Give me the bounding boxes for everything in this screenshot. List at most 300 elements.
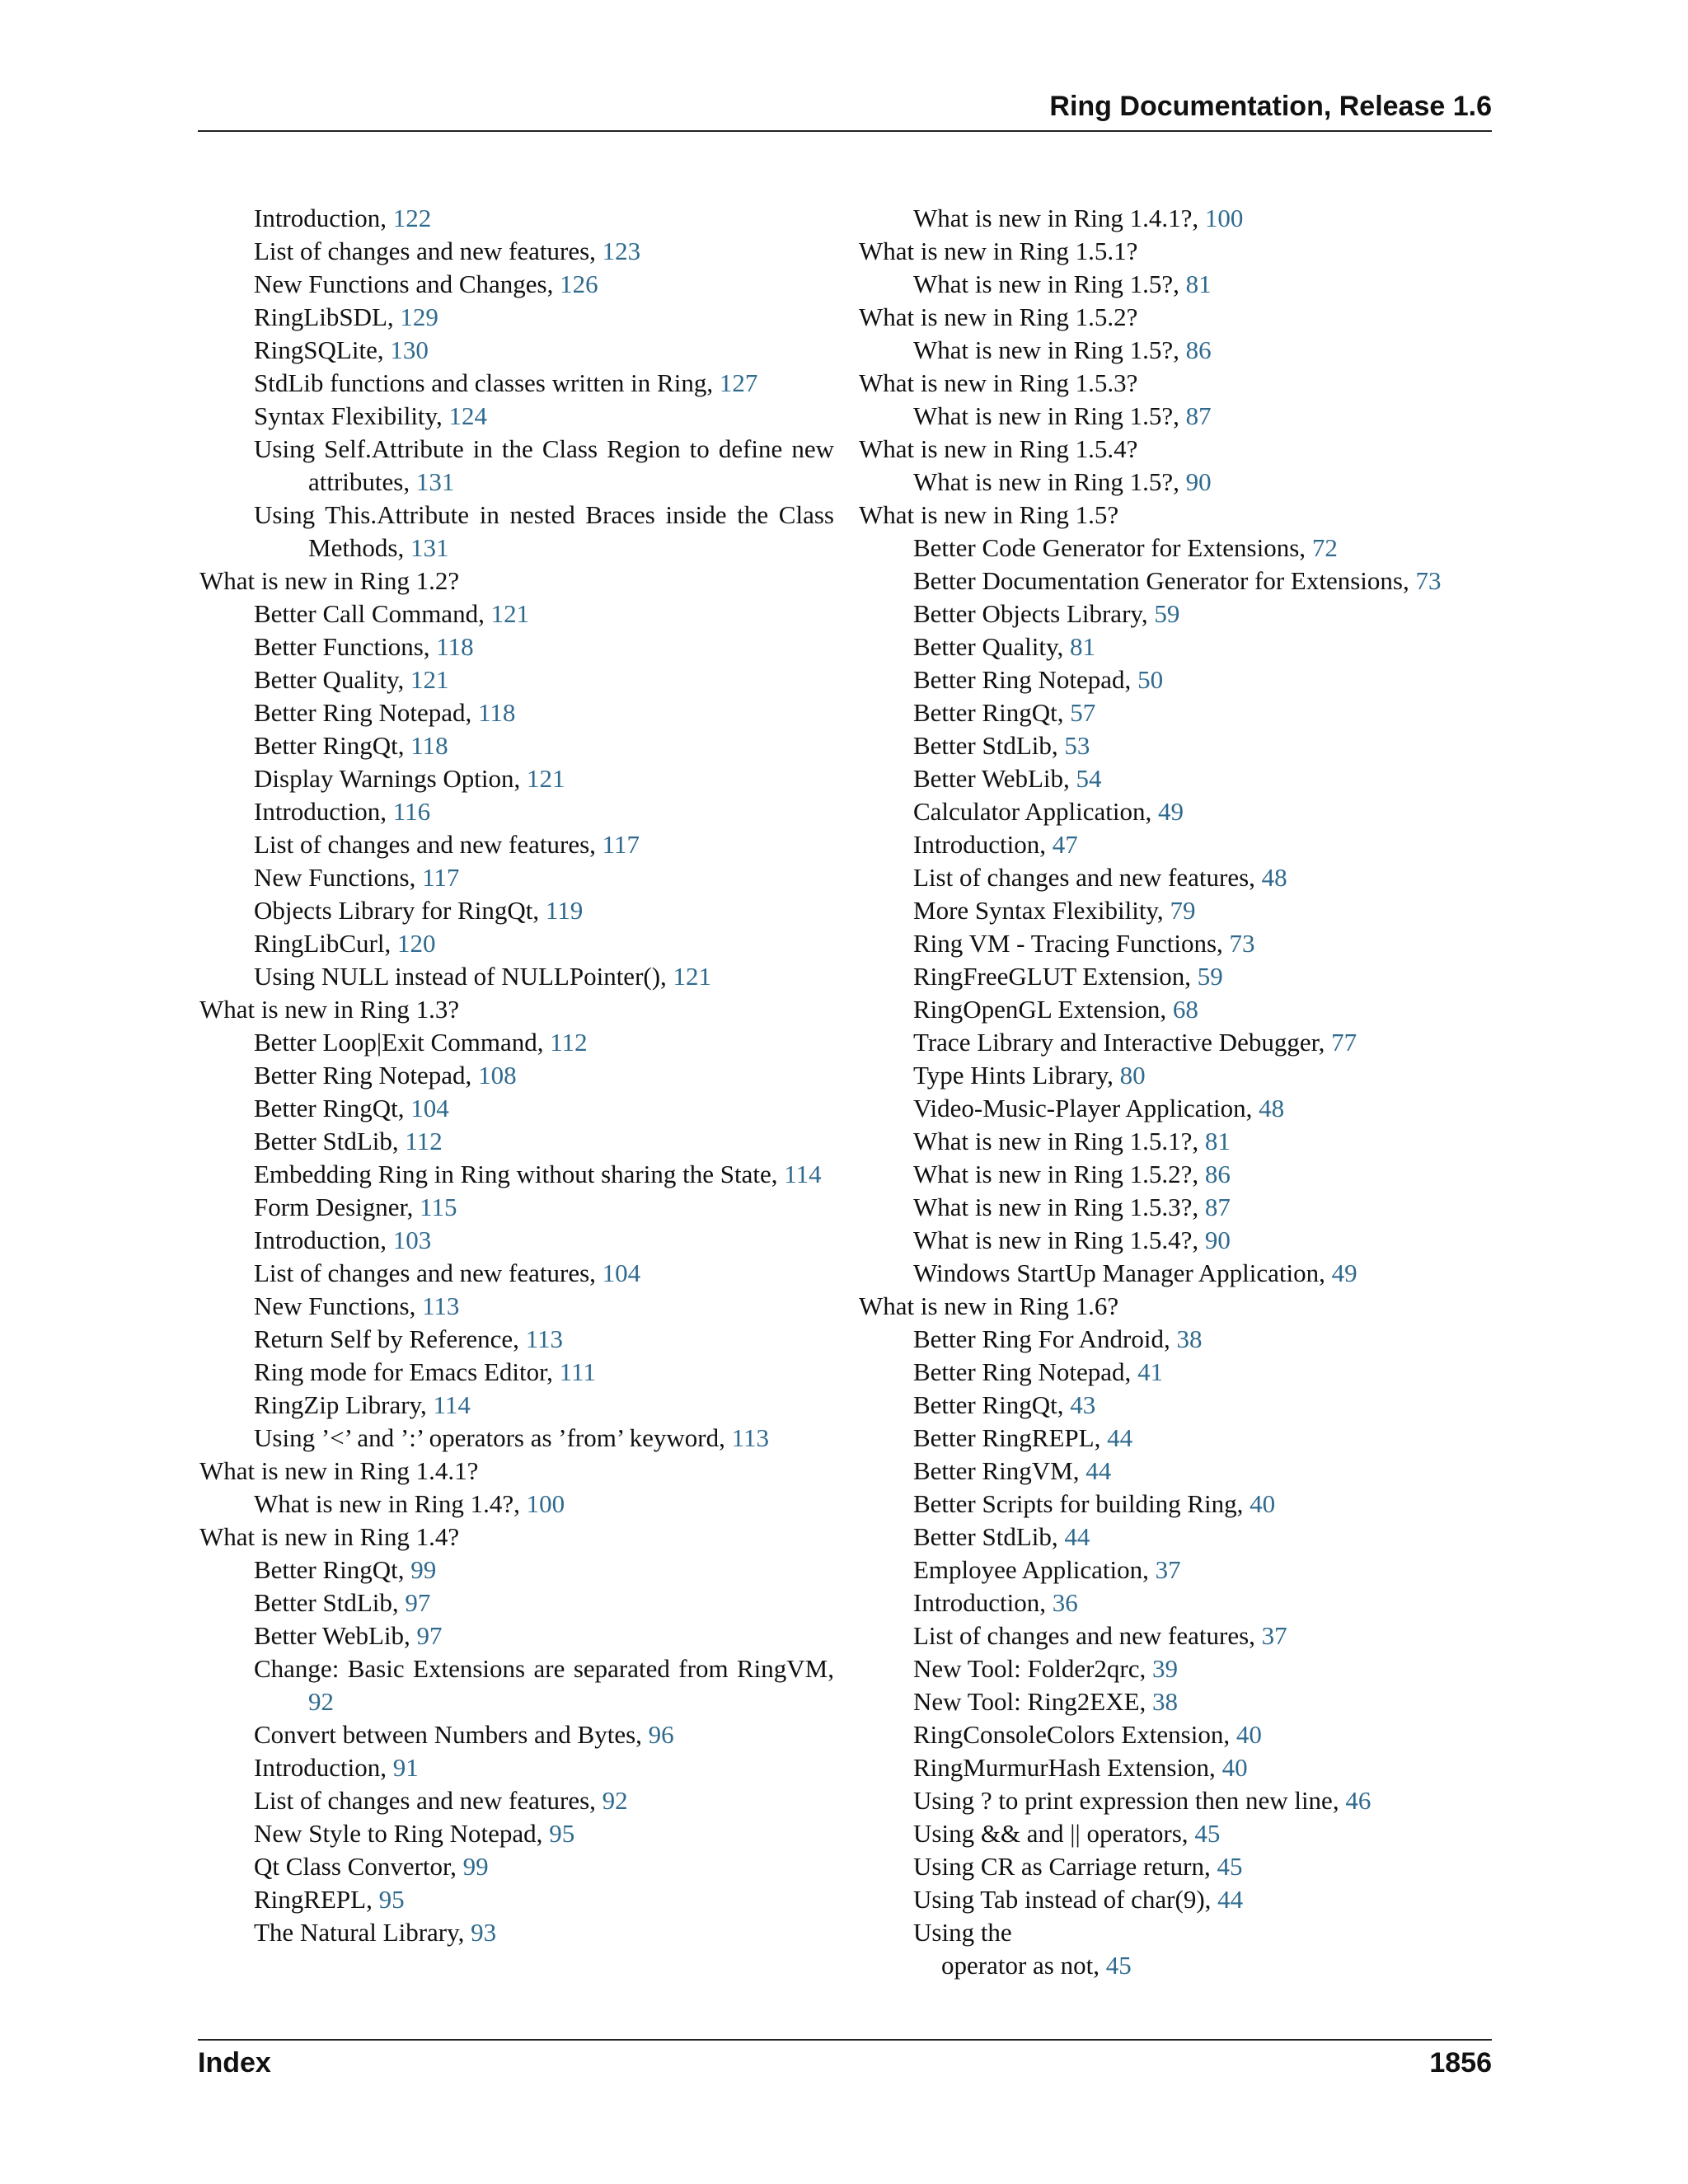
index-entry (859, 1191, 1502, 1224)
page-link[interactable]: 73 (1229, 929, 1255, 958)
index-entry-text: Introduction, (913, 1588, 1046, 1617)
footer-section-label: Index (198, 2047, 271, 2079)
index-entry-text: Better Objects Library, (913, 599, 1148, 628)
index-entry-text: RingFreeGLUT Extension, (913, 962, 1191, 991)
index-entry (199, 367, 834, 400)
index-entry-text: Qt Class Convertor, (254, 1852, 457, 1881)
index-entry (199, 1356, 834, 1389)
index-entry (199, 202, 834, 235)
index-entry (859, 1257, 1502, 1290)
index-entry-text: List of changes and new features, (254, 237, 596, 265)
index-entry-text: Ring VM - Tracing Functions, (913, 929, 1223, 958)
page-link[interactable]: 117 (602, 830, 640, 859)
index-heading (859, 235, 1502, 268)
index-entry (859, 1026, 1502, 1059)
page-link[interactable]: 119 (545, 896, 584, 925)
index-entry (859, 1817, 1502, 1850)
page-link[interactable]: 77 (1331, 1028, 1357, 1057)
page-link[interactable]: 57 (1070, 698, 1096, 727)
index-entry-text: Better Ring Notepad, (254, 1061, 472, 1090)
index-entry-text: What is new in Ring 1.5.2? (859, 302, 1138, 331)
index-entry (199, 1652, 834, 1718)
index-entry (199, 1718, 834, 1751)
index-entry (859, 630, 1502, 663)
index-entry (199, 1850, 834, 1883)
index-entry (199, 1158, 834, 1191)
page-link[interactable]: 80 (1119, 1061, 1146, 1090)
page-link[interactable]: 59 (1197, 962, 1223, 991)
index-entry (199, 894, 834, 927)
index-entry (859, 1158, 1502, 1191)
page-link[interactable]: 44 (1085, 1456, 1112, 1485)
index-entry (199, 630, 834, 663)
index-entry-text: New Tool: Ring2EXE, (913, 1687, 1146, 1716)
index-entry-text: RingLibSDL, (254, 302, 394, 331)
index-entry-text: Trace Library and Interactive Debugger, (913, 1028, 1325, 1057)
index-entry-text: List of changes and new features, (913, 863, 1255, 892)
page-link[interactable]: 36 (1052, 1588, 1078, 1617)
page-link[interactable]: 131 (415, 467, 455, 496)
index-heading (199, 1455, 834, 1488)
index-entry (859, 1916, 1502, 1949)
index-entry (199, 1619, 834, 1652)
index-heading (199, 565, 834, 598)
index-entry-text: What is new in Ring 1.5.1?, (913, 1127, 1199, 1155)
page-link[interactable]: 100 (1204, 204, 1244, 232)
index-entry-text: Better Documentation Generator for Extensions, (913, 566, 1409, 595)
index-entry-text: What is new in Ring 1.5.4? (859, 434, 1138, 463)
page-link[interactable]: 108 (478, 1061, 517, 1090)
page-link[interactable]: 103 (392, 1226, 432, 1254)
index-entry-text: Better Call Command, (254, 599, 485, 628)
index-entry (859, 762, 1502, 795)
index-entry (199, 1586, 834, 1619)
index-entry-text: List of changes and new features, (254, 1786, 596, 1815)
page-link[interactable]: 97 (416, 1621, 443, 1650)
index-entry (859, 1718, 1502, 1751)
page-link[interactable]: 129 (400, 302, 438, 331)
page-link[interactable]: 50 (1137, 665, 1164, 694)
page-link[interactable]: 111 (559, 1357, 596, 1386)
index-entry-text: What is new in Ring 1.5.2?, (913, 1160, 1199, 1188)
index-entry-text: The Natural Library, (254, 1918, 465, 1947)
index-column-right (859, 202, 1502, 1982)
page-link[interactable]: 97 (405, 1588, 431, 1617)
index-entry-text: Using Self.Attribute in the Class Region to define new attributes, (254, 434, 834, 496)
page-link[interactable]: 91 (392, 1753, 419, 1782)
page-link[interactable]: 120 (396, 929, 436, 958)
index-entry-text: Better WebLib, (913, 764, 1070, 793)
index-entry-text: Better WebLib, (254, 1621, 410, 1650)
page-link[interactable]: 123 (602, 237, 641, 265)
index-entry (199, 762, 834, 795)
index-entry (199, 729, 834, 762)
index-entry-text: Better RingQt, (254, 1555, 405, 1584)
page-link[interactable]: 104 (410, 1094, 449, 1122)
index-entry (859, 993, 1502, 1026)
index-heading (859, 301, 1502, 334)
page-link[interactable]: 99 (462, 1852, 489, 1881)
index-entry-text: What is new in Ring 1.5? (859, 500, 1119, 529)
page-link[interactable]: 96 (648, 1720, 674, 1749)
page-link[interactable]: 45 (1105, 1951, 1132, 1980)
index-entry-text: RingREPL, (254, 1885, 373, 1914)
index-entry-text: Objects Library for RingQt, (254, 896, 540, 925)
index-entry (859, 1224, 1502, 1257)
index-entry-text: List of changes and new features, (913, 1621, 1255, 1650)
page-link[interactable]: 116 (392, 797, 431, 826)
index-entry-text: RingMurmurHash Extension, (913, 1753, 1216, 1782)
index-entry-text: Better RingVM, (913, 1456, 1080, 1485)
page-link[interactable]: 53 (1064, 731, 1090, 760)
index-entry (859, 1784, 1502, 1817)
index-entry (199, 696, 834, 729)
page-link[interactable]: 118 (478, 698, 516, 727)
index-entry-text: Display Warnings Option, (254, 764, 521, 793)
index-entry-text: Better StdLib, (913, 1522, 1058, 1551)
index-entry (859, 532, 1502, 565)
index-entry (859, 466, 1502, 499)
index-entry-text: Using CR as Carriage return, (913, 1852, 1211, 1881)
index-entry (859, 828, 1502, 861)
page-link[interactable]: 87 (1204, 1193, 1231, 1221)
index-entry (859, 268, 1502, 301)
index-entry (199, 1916, 834, 1949)
index-entry (859, 1422, 1502, 1455)
index-entry (859, 663, 1502, 696)
index-entry-text: Better RingQt, (254, 1094, 405, 1122)
page-link[interactable]: 40 (1221, 1753, 1248, 1782)
index-entry (859, 861, 1502, 894)
page-link[interactable]: 81 (1204, 1127, 1231, 1155)
page-link[interactable]: 115 (420, 1193, 457, 1221)
index-entry-text: New Functions and Changes, (254, 269, 554, 298)
index-entry-text: What is new in Ring 1.3? (199, 995, 460, 1024)
index-entry (859, 729, 1502, 762)
index-entry-text: Introduction, (254, 1753, 387, 1782)
index-entry-text: Better StdLib, (913, 731, 1058, 760)
index-entry (199, 1191, 834, 1224)
page-link[interactable]: 121 (410, 665, 449, 694)
index-entry-text: Better Ring Notepad, (254, 698, 472, 727)
index-entry (859, 1883, 1502, 1916)
index-entry (199, 1817, 834, 1850)
page-link[interactable]: 48 (1259, 1094, 1285, 1122)
index-entry (859, 400, 1502, 433)
page-link[interactable]: 130 (390, 335, 429, 364)
index-entry-text: What is new in Ring 1.5.3? (859, 368, 1138, 397)
page-link[interactable]: 39 (1152, 1654, 1178, 1683)
index-entry-text: New Functions, (254, 1291, 416, 1320)
index-heading (859, 499, 1502, 532)
index-entry-text: Better RingQt, (913, 1390, 1064, 1419)
index-entry-text: What is new in Ring 1.5?, (913, 335, 1179, 364)
page-link[interactable]: 45 (1194, 1819, 1221, 1848)
index-entry (859, 927, 1502, 960)
index-entry-text: Calculator Application, (913, 797, 1152, 826)
page-link[interactable]: 126 (560, 269, 598, 298)
index-entry-text: Convert between Numbers and Bytes, (254, 1720, 642, 1749)
index-entry (199, 235, 834, 268)
index-entry-text: Better Ring For Android, (913, 1324, 1170, 1353)
index-entry (199, 861, 834, 894)
running-header: Ring Documentation, Release 1.6 (1049, 91, 1492, 122)
index-entry (199, 433, 834, 499)
footer-rule (198, 2039, 1492, 2041)
index-entry (199, 1290, 834, 1323)
index-entry (859, 1521, 1502, 1554)
index-entry-text: What is new in Ring 1.4? (199, 1522, 460, 1551)
index-heading (199, 1521, 834, 1554)
page-link[interactable]: 79 (1170, 896, 1196, 925)
index-entry (199, 960, 834, 993)
index-entry-text: What is new in Ring 1.5?, (913, 401, 1179, 430)
index-entry (859, 696, 1502, 729)
index-entry-text: StdLib functions and classes written in Ring, (254, 368, 714, 397)
index-entry (199, 1026, 834, 1059)
index-entry-text: Better RingREPL, (913, 1423, 1101, 1452)
index-entry-text: What is new in Ring 1.5.4?, (913, 1226, 1199, 1254)
index-entry-text: Change: Basic Extensions are separated from RingVM, (254, 1654, 834, 1683)
index-entry (199, 400, 834, 433)
index-entry (199, 927, 834, 960)
page-link[interactable]: 49 (1158, 797, 1184, 826)
index-entry-text: Using Tab instead of char(9), (913, 1885, 1212, 1914)
index-entry (859, 1455, 1502, 1488)
page-link[interactable]: 47 (1052, 830, 1078, 859)
index-heading (859, 1290, 1502, 1323)
index-entry (859, 1586, 1502, 1619)
page-link[interactable]: 92 (308, 1687, 334, 1716)
index-entry (859, 1125, 1502, 1158)
page-link[interactable]: 54 (1076, 764, 1102, 793)
index-entry-text: Syntax Flexibility, (254, 401, 443, 430)
page-link[interactable]: 44 (1064, 1522, 1090, 1551)
page-link[interactable]: 41 (1137, 1357, 1164, 1386)
index-entry-text: Introduction, (254, 204, 387, 232)
page-link[interactable]: 124 (448, 401, 488, 430)
index-entry-text: Better Functions, (254, 632, 430, 661)
index-entry (199, 334, 834, 367)
index-entry (199, 268, 834, 301)
page-link[interactable]: 37 (1155, 1555, 1181, 1584)
index-entry-text: What is new in Ring 1.4.1? (199, 1456, 479, 1485)
page-link[interactable]: 87 (1185, 401, 1212, 430)
index-entry-text: Better Scripts for building Ring, (913, 1489, 1244, 1518)
index-entry (859, 1488, 1502, 1521)
index-entry-text: Better RingQt, (254, 731, 405, 760)
index-heading (199, 993, 834, 1026)
page-link[interactable]: 95 (378, 1885, 405, 1914)
page-link[interactable]: 114 (433, 1390, 471, 1419)
index-entry (859, 334, 1502, 367)
page-link[interactable]: 117 (422, 863, 460, 892)
index-entry (199, 795, 834, 828)
page-link[interactable]: 92 (602, 1786, 628, 1815)
page-link[interactable]: 37 (1261, 1621, 1287, 1650)
index-entry (859, 1751, 1502, 1784)
index-entry-text: RingLibCurl, (254, 929, 392, 958)
page-link[interactable]: 113 (422, 1291, 460, 1320)
index-entry (199, 499, 834, 565)
index-entry-text: What is new in Ring 1.5?, (913, 467, 1179, 496)
page-link[interactable]: 112 (550, 1028, 588, 1057)
index-entry-text: Using ’<’ and ’:’ operators as ’from’ keyword, (254, 1423, 725, 1452)
index-entry-text: Form Designer, (254, 1193, 414, 1221)
page-link[interactable]: 95 (549, 1819, 575, 1848)
index-entry-text: operator as not, (941, 1951, 1100, 1980)
index-column-left (199, 202, 834, 1949)
page-link[interactable]: 114 (784, 1160, 822, 1188)
index-entry (199, 598, 834, 630)
page-link[interactable]: 48 (1261, 863, 1287, 892)
page-link[interactable]: 59 (1154, 599, 1180, 628)
index-entry (199, 1323, 834, 1356)
index-entry-text: What is new in Ring 1.4.1?, (913, 204, 1199, 232)
index-entry (859, 598, 1502, 630)
page-link[interactable]: 118 (410, 731, 448, 760)
index-entry-text: What is new in Ring 1.2? (199, 566, 460, 595)
page-link[interactable]: 113 (731, 1423, 769, 1452)
index-entry (199, 301, 834, 334)
index-entry-text: Employee Application, (913, 1555, 1149, 1584)
page-link[interactable]: 73 (1415, 566, 1442, 595)
index-entry-text: New Style to Ring Notepad, (254, 1819, 543, 1848)
index-entry-text: Using This.Attribute in nested Braces inside the Class Methods, (254, 500, 834, 562)
page-link[interactable]: 113 (525, 1324, 564, 1353)
index-entry (859, 565, 1502, 598)
page-link[interactable]: 86 (1204, 1160, 1231, 1188)
index-entry (199, 1257, 834, 1290)
page-link[interactable]: 44 (1107, 1423, 1133, 1452)
index-entry-text: Using the (913, 1918, 1012, 1947)
index-entry-text: Introduction, (254, 797, 387, 826)
index-heading (859, 367, 1502, 400)
index-entry-text: List of changes and new features, (254, 1258, 596, 1287)
page-link[interactable]: 45 (1217, 1852, 1243, 1881)
index-entry-text: Using && and || operators, (913, 1819, 1189, 1848)
page-link[interactable]: 122 (392, 204, 432, 232)
index-entry-text: More Syntax Flexibility, (913, 896, 1164, 925)
index-entry (199, 1092, 834, 1125)
index-entry-text: Better StdLib, (254, 1588, 399, 1617)
index-entry (199, 1125, 834, 1158)
page-link[interactable]: 38 (1152, 1687, 1179, 1716)
page-link[interactable]: 38 (1176, 1324, 1203, 1353)
page-link[interactable]: 46 (1345, 1786, 1372, 1815)
page-link[interactable]: 100 (526, 1489, 565, 1518)
index-entry (859, 1850, 1502, 1883)
footer-page-number: 1856 (1429, 2047, 1492, 2079)
index-entry-text: Windows StartUp Manager Application, (913, 1258, 1325, 1287)
index-entry (859, 1949, 1502, 1982)
index-entry (859, 1685, 1502, 1718)
header-rule (198, 130, 1492, 132)
page-link[interactable]: 90 (1204, 1226, 1231, 1254)
index-entry-text: Better StdLib, (254, 1127, 399, 1155)
index-entry-text: RingConsoleColors Extension, (913, 1720, 1231, 1749)
index-entry-text: Introduction, (913, 830, 1046, 859)
index-entry-text: What is new in Ring 1.6? (859, 1291, 1119, 1320)
index-entry-text: RingZip Library, (254, 1390, 427, 1419)
index-entry (859, 894, 1502, 927)
index-entry (859, 1059, 1502, 1092)
index-entry (199, 1059, 834, 1092)
index-entry-text: New Tool: Folder2qrc, (913, 1654, 1146, 1683)
page-link[interactable]: 81 (1069, 632, 1095, 661)
index-entry-text: Better Ring Notepad, (913, 665, 1132, 694)
index-entry (859, 1389, 1502, 1422)
page-link[interactable]: 44 (1217, 1885, 1244, 1914)
index-entry (859, 795, 1502, 828)
index-entry-text: Type Hints Library, (913, 1061, 1114, 1090)
index-entry (199, 1389, 834, 1422)
index-entry (859, 1323, 1502, 1356)
index-entry (199, 1224, 834, 1257)
index-entry-text: Better Ring Notepad, (913, 1357, 1132, 1386)
index-entry-text: Ring mode for Emacs Editor, (254, 1357, 553, 1386)
index-entry-text: Introduction, (254, 1226, 387, 1254)
index-entry (859, 1652, 1502, 1685)
index-entry-text: Better Code Generator for Extensions, (913, 533, 1306, 562)
index-entry (859, 1356, 1502, 1389)
index-entry-text: Embedding Ring in Ring without sharing the State, (254, 1160, 778, 1188)
index-entry (199, 663, 834, 696)
index-entry-text: RingSQLite, (254, 335, 384, 364)
index-entry (199, 1883, 834, 1916)
page-link[interactable]: 43 (1070, 1390, 1096, 1419)
index-entry (199, 1751, 834, 1784)
page-link[interactable]: 49 (1331, 1258, 1357, 1287)
index-entry-text: Better Loop|Exit Command, (254, 1028, 544, 1057)
index-entry-text: Using ? to print expression then new line, (913, 1786, 1339, 1815)
index-entry-text: Better Quality, (254, 665, 405, 694)
page-link[interactable]: 121 (673, 962, 712, 991)
index-heading (859, 433, 1502, 466)
page-link[interactable]: 40 (1250, 1489, 1276, 1518)
page-link[interactable]: 40 (1236, 1720, 1262, 1749)
page-link[interactable]: 118 (436, 632, 474, 661)
index-entry (859, 1619, 1502, 1652)
index-entry (859, 202, 1502, 235)
page-link[interactable]: 104 (602, 1258, 641, 1287)
index-entry (199, 1488, 834, 1521)
page-link[interactable]: 131 (410, 533, 449, 562)
page-link[interactable]: 90 (1185, 467, 1212, 496)
index-entry (859, 960, 1502, 993)
index-entry-text: Better Quality, (913, 632, 1064, 661)
index-entry (859, 1554, 1502, 1586)
index-entry (199, 1784, 834, 1817)
page-link[interactable]: 112 (405, 1127, 443, 1155)
page-link[interactable]: 81 (1185, 269, 1212, 298)
index-entry (199, 828, 834, 861)
page-link[interactable]: 72 (1311, 533, 1338, 562)
index-entry-text: List of changes and new features, (254, 830, 596, 859)
index-entry (859, 1092, 1502, 1125)
page-link[interactable]: 121 (490, 599, 530, 628)
page-link[interactable]: 121 (527, 764, 565, 793)
index-entry-text: Return Self by Reference, (254, 1324, 519, 1353)
index-entry-text: What is new in Ring 1.4?, (254, 1489, 520, 1518)
page-link[interactable]: 68 (1172, 995, 1198, 1024)
page-link[interactable]: 93 (471, 1918, 497, 1947)
index-entry (199, 1554, 834, 1586)
page-link[interactable]: 99 (410, 1555, 437, 1584)
page-link[interactable]: 86 (1185, 335, 1212, 364)
page-link[interactable]: 127 (719, 368, 758, 397)
index-entry-text: Using NULL instead of NULLPointer(), (254, 962, 667, 991)
